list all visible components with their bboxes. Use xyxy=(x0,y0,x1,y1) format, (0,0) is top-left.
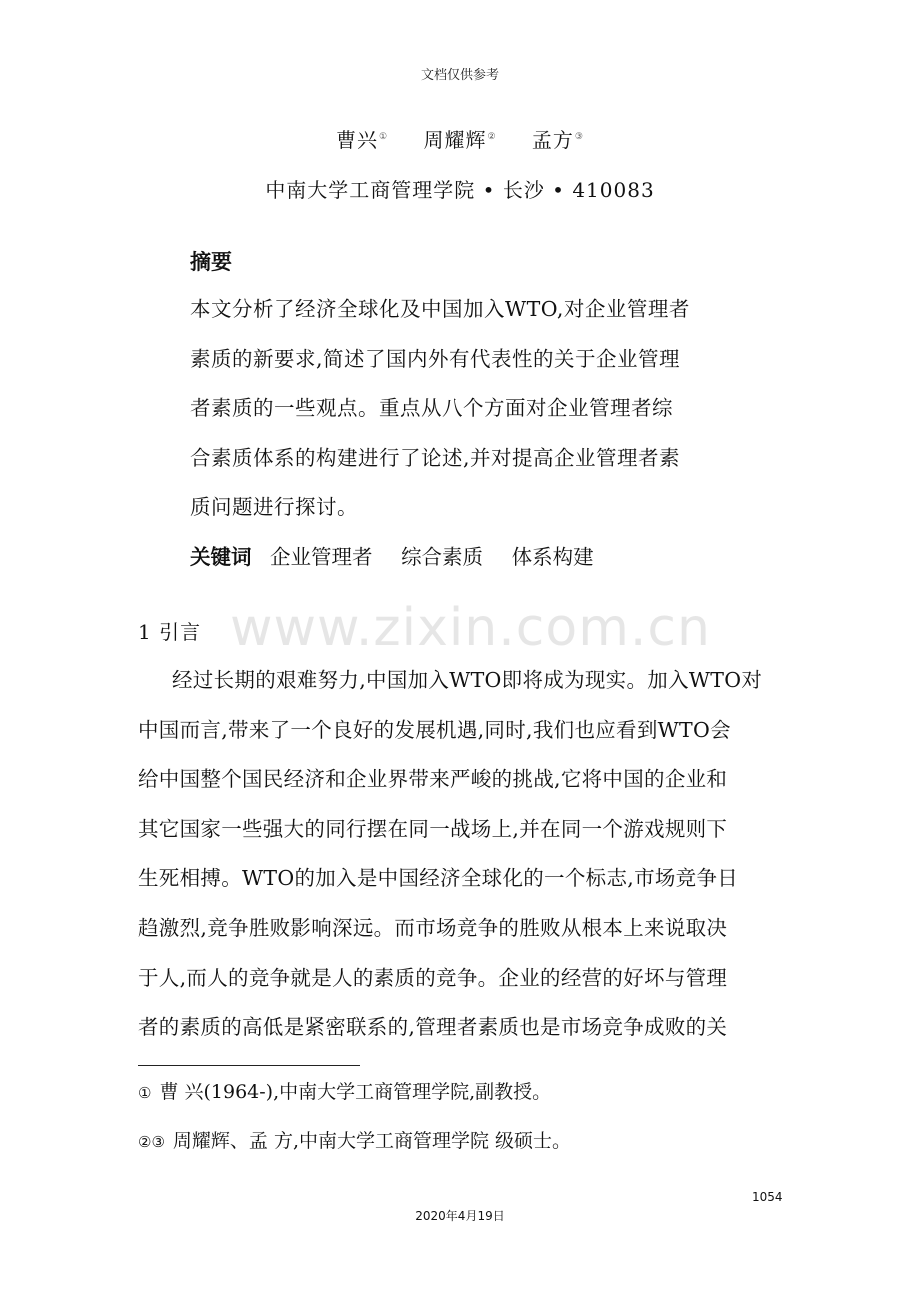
keyword: 企业管理者 xyxy=(270,545,373,569)
footnote-marker: ② xyxy=(487,132,497,143)
abstract-line: 质问题进行探讨。 xyxy=(190,495,358,519)
body-line: 者的素质的高低是紧密联系的,管理者素质也是市场竞争成败的关 xyxy=(138,1015,728,1040)
footnote-2 xyxy=(138,1126,571,1153)
section-heading: 1 引言 xyxy=(138,620,202,644)
header-note: 文档仅供参考 xyxy=(420,68,499,83)
footnote-1 xyxy=(138,1077,551,1104)
section-body xyxy=(138,662,788,1059)
author-line xyxy=(0,124,920,153)
footnote-marker: ① xyxy=(138,1084,152,1102)
author-2 xyxy=(423,124,496,153)
footer-date: 2020年4月19日 xyxy=(415,1209,505,1223)
keyword: 体系构建 xyxy=(511,545,594,569)
footnote-marker: ③ xyxy=(574,132,584,143)
author-name: 周耀辉 xyxy=(423,128,487,152)
body-line: 趋激烈,竞争胜败影响深远。而市场竞争的胜败从根本上来说取决 xyxy=(138,915,728,940)
author-1 xyxy=(336,124,388,153)
body-line: 其它国家一些强大的同行摆在同一战场上,并在同一个游戏规则下 xyxy=(138,816,728,841)
body-line: 经过长期的艰难努力,中国加入WTO即将成为现实。加入WTO对 xyxy=(172,668,763,692)
body-line: 于人,而人的竞争就是人的素质的竞争。企业的经营的好坏与管理 xyxy=(138,965,728,990)
author-3 xyxy=(532,124,584,153)
footnote-text: 曹 兴(1964-),中南大学工商管理学院,副教授。 xyxy=(159,1081,552,1103)
affiliation: 中南大学工商管理学院 • 长沙 • 410083 xyxy=(265,178,655,202)
body-line: 生死相搏。WTO的加入是中国经济全球化的一个标志,市场竞争日 xyxy=(138,866,739,891)
body-line: 给中国整个国民经济和企业界带来严峻的挑战,它将中国的企业和 xyxy=(138,767,728,792)
watermark: www.zixin.com.cn xyxy=(230,598,711,658)
footnote-marker: ① xyxy=(379,132,389,143)
abstract-line: 者素质的一些观点。重点从八个方面对企业管理者综 xyxy=(190,396,673,420)
footnote-divider xyxy=(138,1065,360,1066)
page-number: 1054 xyxy=(752,1190,783,1204)
abstract-line: 合素质体系的构建进行了论述,并对提高企业管理者素 xyxy=(190,445,681,470)
body-line: 中国而言,带来了一个良好的发展机遇,同时,我们也应看到WTO会 xyxy=(138,717,731,742)
abstract-body xyxy=(190,292,750,540)
footnote-text: 周耀辉、孟 方,中南大学工商管理学院 级硕士。 xyxy=(172,1130,572,1152)
abstract-line: 本文分析了经济全球化及中国加入WTO,对企业管理者 xyxy=(190,297,690,321)
author-name: 孟方 xyxy=(531,128,574,152)
keywords-line xyxy=(190,540,616,570)
abstract-heading: 摘要 xyxy=(190,250,232,274)
keyword: 综合素质 xyxy=(401,545,484,569)
keywords-label: 关键词 xyxy=(190,545,252,569)
abstract-line: 素质的新要求,简述了国内外有代表性的关于企业管理 xyxy=(190,346,681,371)
footnote-marker: ②③ xyxy=(138,1133,165,1151)
author-name: 曹兴 xyxy=(336,128,379,152)
